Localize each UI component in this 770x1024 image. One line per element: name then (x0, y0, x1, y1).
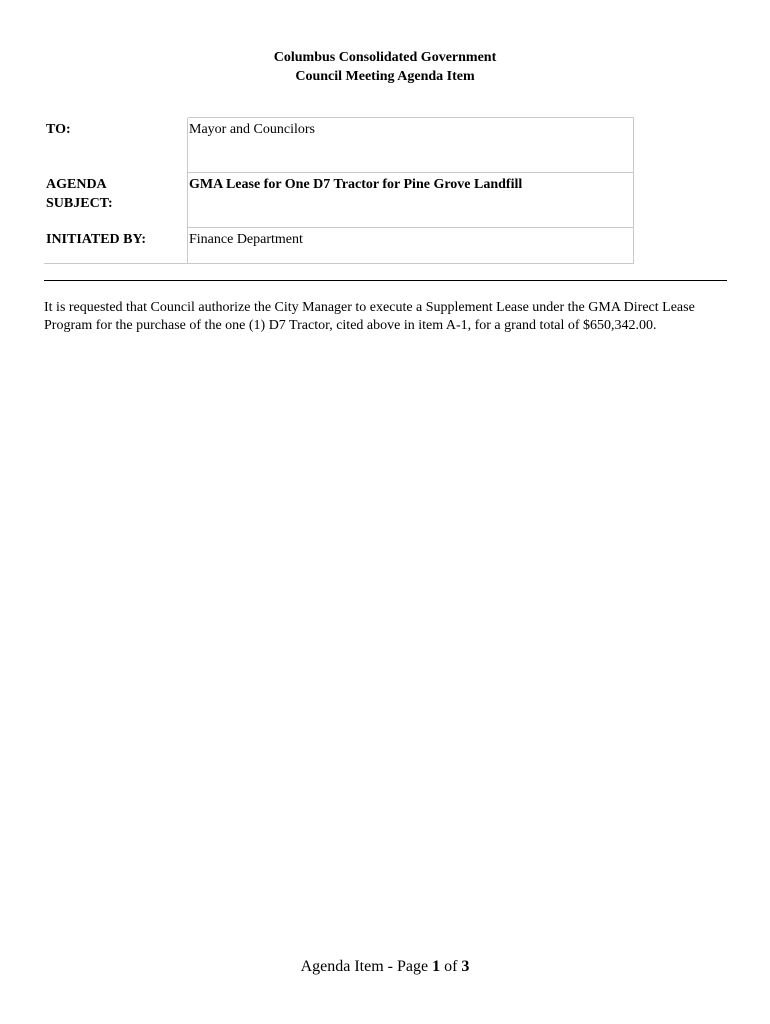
org-title: Columbus Consolidated Government (273, 50, 497, 65)
subject-label-line1: AGENDA (46, 177, 107, 192)
subject-label (44, 173, 188, 228)
table-row (44, 228, 634, 264)
initiated-label: INITIATED BY: (44, 228, 188, 264)
to-label: TO: (46, 122, 71, 137)
divider (44, 280, 727, 281)
document-header (0, 48, 770, 86)
page-number: 1 (432, 958, 441, 975)
doc-title: Council Meeting Agenda Item (295, 69, 475, 84)
page-total: 3 (461, 958, 470, 975)
subject-value: GMA Lease for One D7 Tractor for Pine Grove Landfill (188, 173, 634, 228)
to-value: Mayor and Councilors (188, 118, 634, 173)
table-row (44, 118, 634, 173)
page-footer (0, 958, 770, 976)
subject-label-line2: SUBJECT: (46, 196, 113, 211)
table-row (44, 173, 634, 228)
body-paragraph: It is requested that Council authorize the City Manager to execute a Supplement Lease under the GMA Direct Lease Program for the purchase of the one (1) D7 Tractor, cited above in item A-1, for a grand total of $650,342.00. (44, 300, 695, 333)
footer-prefix: Agenda Item - Page (300, 958, 433, 975)
footer-of: of (440, 958, 462, 975)
initiated-value: Finance Department (188, 228, 634, 264)
agenda-info-table (44, 117, 634, 264)
